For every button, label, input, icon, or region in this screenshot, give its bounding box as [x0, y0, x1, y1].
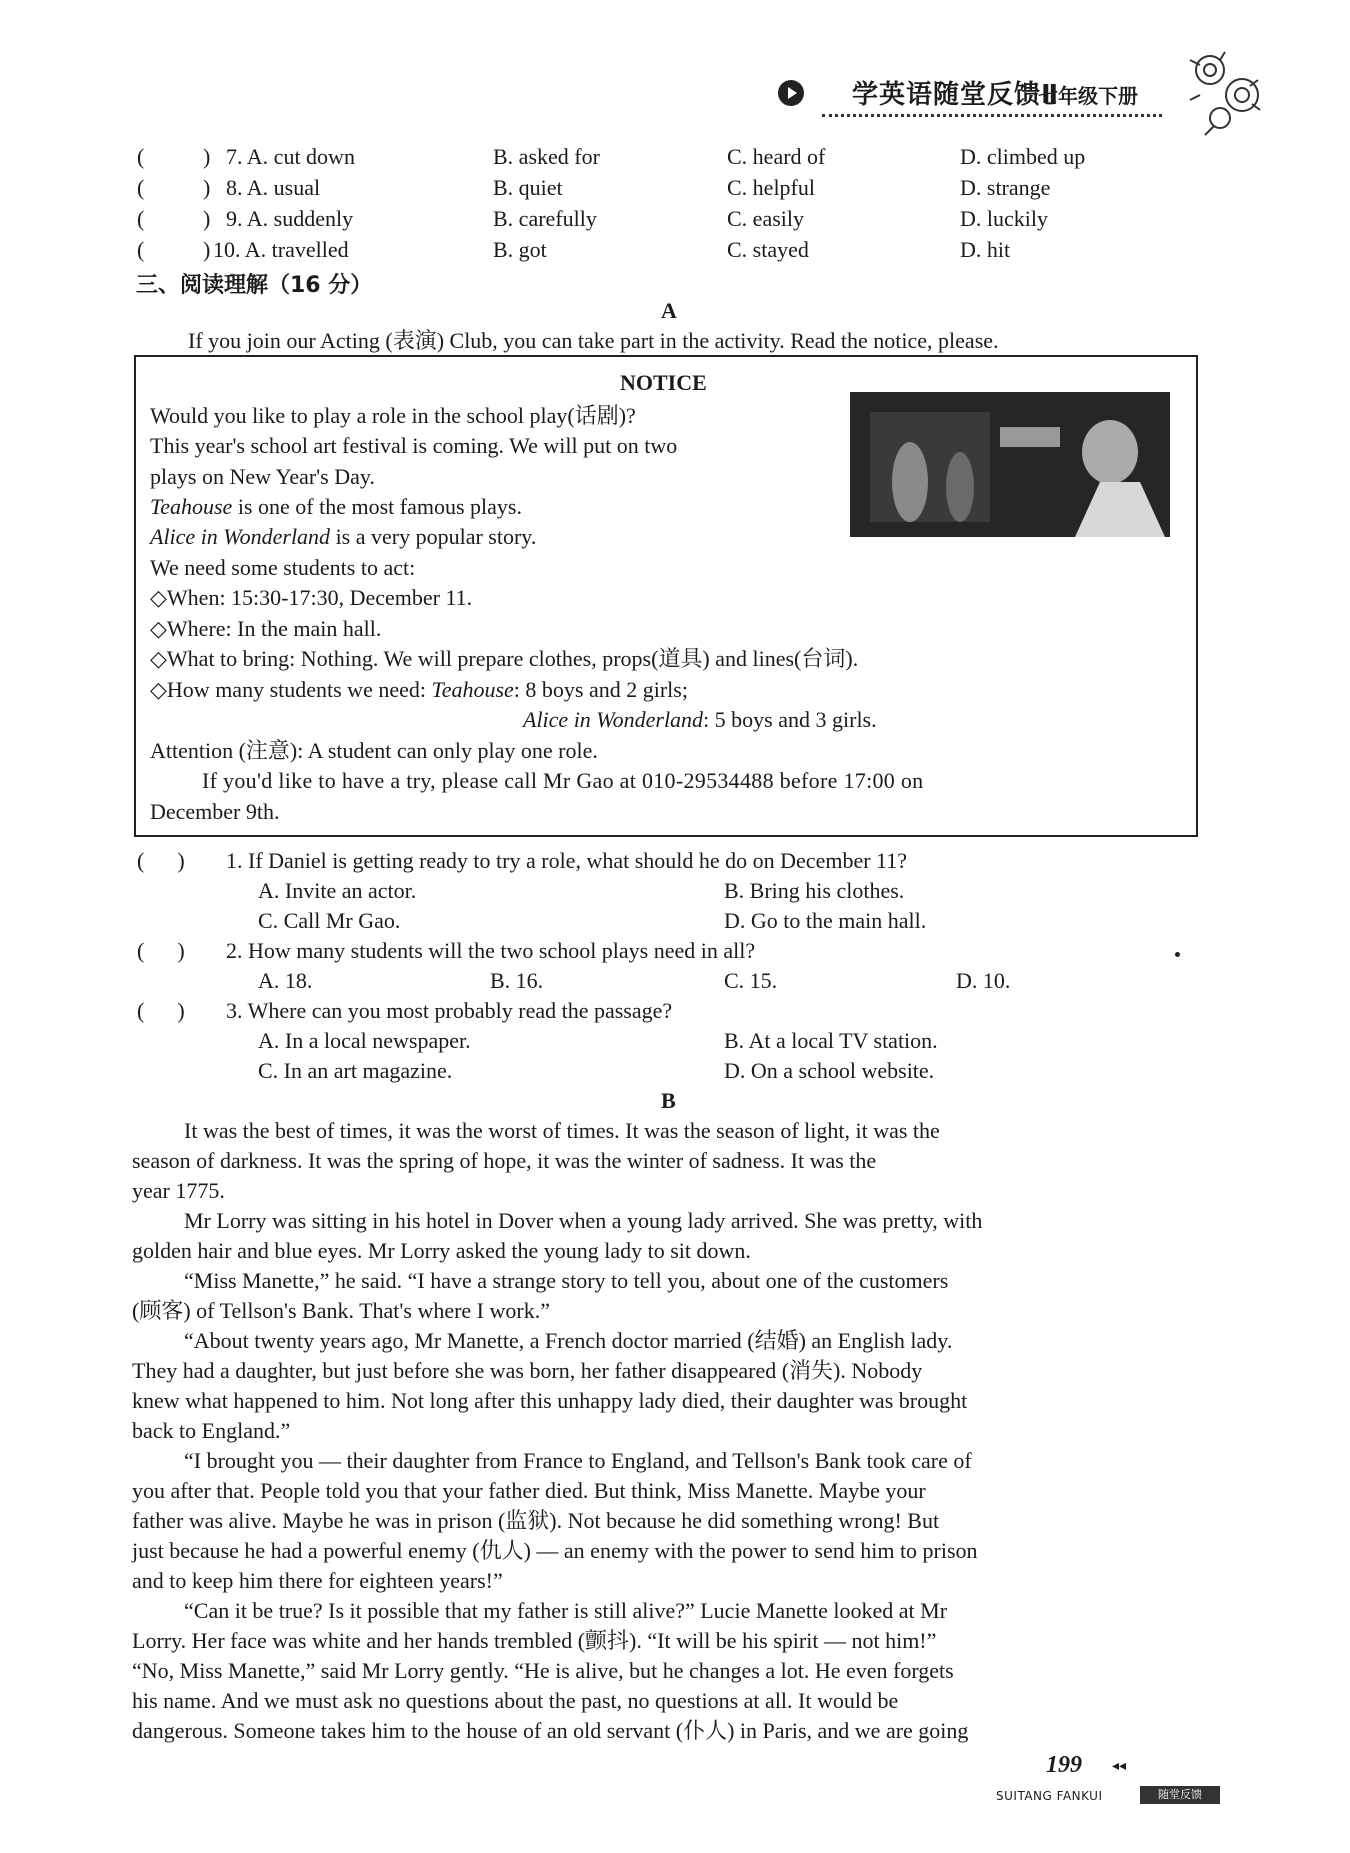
part-b-label: B: [661, 1088, 676, 1113]
passage-line: (顾客) of Tellson's Bank. That's where I work.”: [132, 1298, 550, 1323]
option-c: C. In an art magazine.: [258, 1058, 453, 1083]
answer-blank[interactable]: ( ): [137, 938, 185, 963]
question-stem: 2. How many students will the two school plays need in all?: [226, 938, 756, 963]
page-number: 199: [1046, 1752, 1082, 1778]
book-grade: 七年级下册: [1038, 84, 1138, 108]
part-a-intro: If you join our Acting (表演) Club, you can take part in the activity. Read the notice, please.: [188, 328, 999, 353]
notice-line: December 9th.: [150, 799, 280, 824]
option-d: D. strange: [960, 175, 1051, 200]
passage-line: just because he had a powerful enemy (仇人) — an enemy with the power to send him to prison: [132, 1538, 978, 1563]
notice-line: ◇When: 15:30-17:30, December 11.: [150, 585, 473, 610]
option-a: A. 18.: [258, 968, 313, 993]
answer-blank[interactable]: (: [137, 144, 145, 169]
option-c: C. helpful: [727, 175, 815, 200]
option-b: B. Bring his clothes.: [724, 878, 905, 903]
passage-line: “No, Miss Manette,” said Mr Lorry gently. “He is alive, but he changes a lot. He even forgets: [132, 1658, 954, 1683]
passage-line: Lorry. Her face was white and her hands trembled (颤抖). “It will be his spirit — not him!”: [132, 1628, 937, 1653]
option-b: B. 16.: [490, 968, 544, 993]
play-icon: [778, 80, 804, 106]
question-stem: 1. If Daniel is getting ready to try a role, what should he do on December 11?: [226, 848, 907, 873]
option-d: D. luckily: [960, 206, 1048, 231]
passage-line: back to England.”: [132, 1418, 291, 1443]
footer-brand: SUITANG FANKUI: [996, 1789, 1103, 1803]
play-scene-image: [850, 392, 1170, 537]
stray-dot: [1175, 952, 1180, 957]
option-b: B. asked for: [493, 144, 600, 169]
notice-line: Alice in Wonderland is a very popular story.: [150, 524, 537, 549]
passage-line: year 1775.: [132, 1178, 225, 1203]
option-c: C. heard of: [727, 144, 826, 169]
passage-line: dangerous. Someone takes him to the house of an old servant (仆人) in Paris, and we are going: [132, 1718, 969, 1743]
notice-line: We need some students to act:: [150, 555, 416, 580]
passage-line: knew what happened to him. Not long after this unhappy lady died, their daughter was brought: [132, 1388, 968, 1413]
answer-blank[interactable]: (: [137, 175, 145, 200]
passage-line: “About twenty years ago, Mr Manette, a French doctor married (结婚) an English lady.: [184, 1328, 953, 1353]
footer-logo: 随堂反馈: [1140, 1786, 1220, 1804]
header-divider: [822, 114, 1162, 117]
option-d: D. climbed up: [960, 144, 1086, 169]
notice-line: ◇Where: In the main hall.: [150, 616, 382, 641]
passage-line: They had a daughter, but just before she was born, her father disappeared (消失). Nobody: [132, 1358, 923, 1383]
arrow-left-icon: ◂◂: [1112, 1759, 1127, 1774]
passage-line: golden hair and blue eyes. Mr Lorry asked the young lady to sit down.: [132, 1238, 751, 1263]
notice-line: ◇What to bring: Nothing. We will prepare clothes, props(道具) and lines(台词).: [150, 646, 859, 671]
section-title: 三、阅读理解（16 分）: [136, 273, 373, 298]
option-b: B. carefully: [493, 206, 597, 231]
notice-line: If you'd like to have a try, please call Mr Gao at 010-29534488 before 17:00 on: [202, 768, 924, 793]
option-b: B. quiet: [493, 175, 563, 200]
part-a-label: A: [661, 298, 677, 323]
option-b: B. At a local TV station.: [724, 1028, 938, 1053]
option-d: D. On a school website.: [724, 1058, 935, 1083]
option-a: 9. A. suddenly: [226, 206, 354, 231]
notice-line: Attention (注意): A student can only play one role.: [150, 738, 598, 763]
flower-ornament-icon: [1170, 40, 1280, 150]
answer-blank[interactable]: ( ): [137, 998, 185, 1023]
option-a: 10. A. travelled: [213, 237, 349, 262]
option-d: D. Go to the main hall.: [724, 908, 927, 933]
answer-blank[interactable]: ( ): [137, 848, 185, 873]
passage-line: It was the best of times, it was the worst of times. It was the season of light, it was the: [184, 1118, 940, 1143]
notice-line: Teahouse is one of the most famous plays.: [150, 494, 522, 519]
option-d: D. 10.: [956, 968, 1011, 993]
passage-line: season of darkness. It was the spring of hope, it was the winter of sadness. It was the: [132, 1148, 877, 1173]
option-a: 8. A. usual: [226, 175, 321, 200]
option-c: C. stayed: [727, 237, 809, 262]
passage-line: you after that. People told you that your father died. But think, Miss Manette. Maybe your: [132, 1478, 926, 1503]
question-stem: 3. Where can you most probably read the passage?: [226, 998, 673, 1023]
option-d: D. hit: [960, 237, 1011, 262]
notice-title: NOTICE: [620, 370, 707, 395]
notice-line: Would you like to play a role in the school play(话剧)?: [150, 403, 636, 428]
passage-line: his name. And we must ask no questions about the past, no questions at all. It would be: [132, 1688, 899, 1713]
option-a: A. Invite an actor.: [258, 878, 417, 903]
option-b: B. got: [493, 237, 547, 262]
passage-line: father was alive. Maybe he was in prison (监狱). Not because he did something wrong! But: [132, 1508, 940, 1533]
passage-line: and to keep him there for eighteen years!”: [132, 1568, 503, 1593]
notice-line: plays on New Year's Day.: [150, 464, 375, 489]
passage-line: Mr Lorry was sitting in his hotel in Dover when a young lady arrived. She was pretty, with: [184, 1208, 983, 1233]
option-a: 7. A. cut down: [226, 144, 355, 169]
answer-blank[interactable]: (: [137, 237, 145, 262]
passage-line: “Can it be true? Is it possible that my father is still alive?” Lucie Manette looked at Mr: [184, 1598, 948, 1623]
option-a: A. In a local newspaper.: [258, 1028, 471, 1053]
notice-line: ◇How many students we need: Teahouse: 8 boys and 2 girls;: [150, 677, 688, 702]
passage-line: “Miss Manette,” he said. “I have a strange story to tell you, about one of the customers: [184, 1268, 949, 1293]
option-c: C. easily: [727, 206, 804, 231]
passage-line: “I brought you — their daughter from France to England, and Tellson's Bank took care of: [184, 1448, 972, 1473]
option-c: C. Call Mr Gao.: [258, 908, 401, 933]
answer-blank[interactable]: (: [137, 206, 145, 231]
notice-line: Alice in Wonderland: 5 boys and 3 girls.: [523, 707, 877, 732]
notice-line: This year's school art festival is coming. We will put on two: [150, 433, 678, 458]
option-c: C. 15.: [724, 968, 778, 993]
book-title: 学英语随堂反馈Ⅱ: [852, 80, 1060, 110]
